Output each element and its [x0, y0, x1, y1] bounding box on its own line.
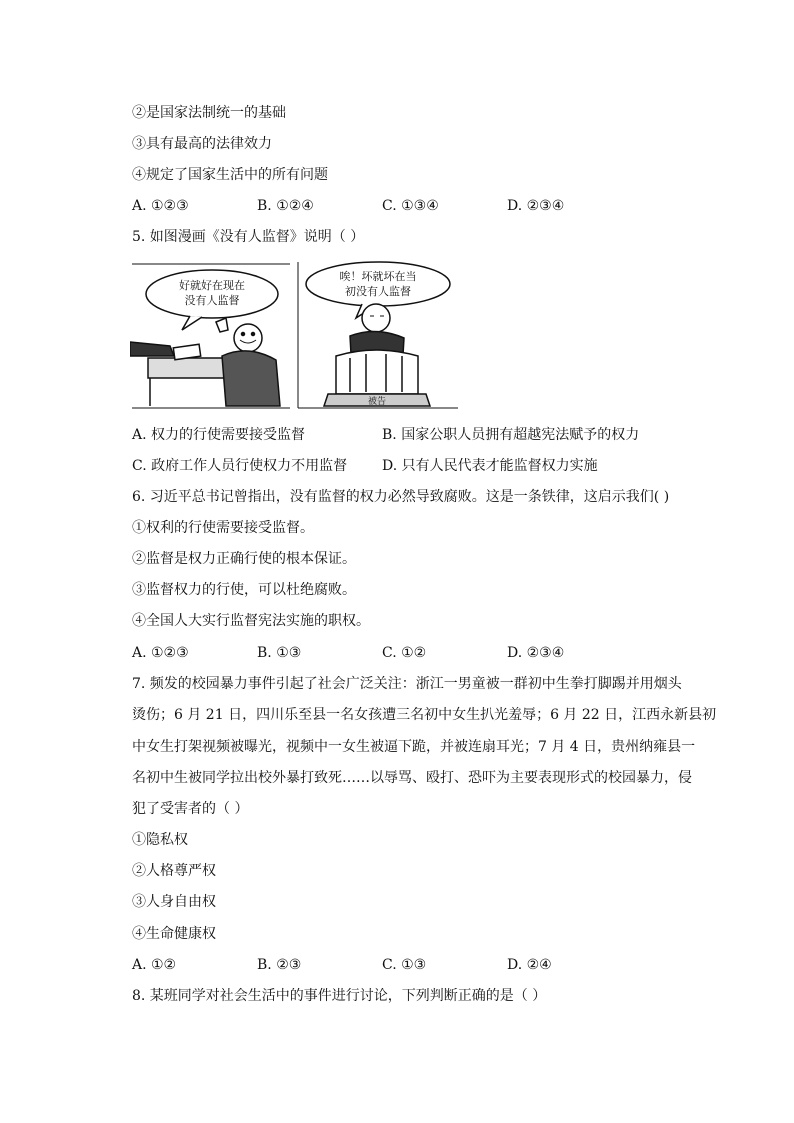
- q6-statement-1: ①权利的行使需要接受监督。: [132, 520, 314, 536]
- q4-option-a: A. ①②③: [132, 198, 189, 214]
- q7-option-d: D. ②④: [507, 957, 552, 973]
- q6-option-a: A. ①②③: [132, 645, 189, 661]
- q6-option-b: B. ①③: [257, 645, 302, 661]
- q4-statement-4: ④规定了国家生活中的所有问题: [132, 167, 328, 183]
- q7-stem-line1: 7. 频发的校园暴力事件引起了社会广泛关注：浙江一男童被一群初中生拳打脚踢并用烟头: [132, 676, 682, 692]
- q4-option-c: C. ①③④: [382, 198, 439, 214]
- q4-option-d: D. ②③④: [507, 198, 565, 214]
- q7-stem-line5: 犯了受害者的（ ）: [132, 801, 249, 817]
- cartoon-no-supervision: [130, 260, 460, 410]
- q5-stem: 5. 如图漫画《没有人监督》说明（ ）: [132, 229, 365, 245]
- cartoon-left-bubble-line2: 没有人监督: [184, 294, 240, 307]
- q7-stem-line3: 中女生打架视频被曝光，视频中一女生被逼下跪，并被连扇耳光；7 月 4 日，贵州纳雍县一: [132, 739, 696, 755]
- q6-option-c: C. ①②: [382, 645, 427, 661]
- q7-stem-line4: 名初中生被同学拉出校外暴打致死……以辱骂、殴打、恐吓为主要表现形式的校园暴力，侵: [132, 770, 692, 786]
- q4-statement-3: ③具有最高的法律效力: [132, 136, 272, 152]
- q7-option-b: B. ②③: [257, 957, 302, 973]
- cartoon-right-bubble-line2: 初没有人监督: [345, 285, 411, 298]
- q7-statement-3: ③人身自由权: [132, 894, 216, 910]
- cartoon-right-bubble-line1: 唉！坏就坏在当: [339, 270, 417, 283]
- cartoon-left-bubble-line1: 好就好在现在: [179, 279, 245, 292]
- cartoon-dock-sign: 被告: [367, 397, 387, 407]
- q6-statement-2: ②监督是权力正确行使的根本保证。: [132, 551, 356, 567]
- q5-option-a: A. 权力的行使需要接受监督: [132, 427, 306, 443]
- q4-statement-2: ②是国家法制统一的基础: [132, 105, 286, 121]
- q5-option-d: D. 只有人民代表才能监督权力实施: [382, 458, 598, 474]
- q5-option-b: B. 国家公职人员拥有超越宪法赋予的权力: [382, 427, 640, 443]
- q4-option-b: B. ①②④: [257, 198, 314, 214]
- cartoon-right-panel: [298, 262, 458, 408]
- q7-option-c: C. ①③: [382, 957, 427, 973]
- q8-stem: 8. 某班同学对社会生活中的事件进行讨论，下列判断正确的是（ ）: [132, 988, 547, 1004]
- q6-statement-4: ④全国人大实行监督宪法实施的职权。: [132, 613, 370, 629]
- q5-option-c: C. 政府工作人员行使权力不用监督: [132, 458, 348, 474]
- q7-option-a: A. ①②: [132, 957, 177, 973]
- q7-statement-2: ②人格尊严权: [132, 863, 216, 879]
- q6-statement-3: ③监督权力的行使，可以杜绝腐败。: [132, 582, 356, 598]
- q7-statement-1: ①隐私权: [132, 832, 188, 848]
- q6-stem: 6. 习近平总书记曾指出，没有监督的权力必然导致腐败。这是一条铁律，这启示我们( ): [132, 489, 670, 505]
- q6-option-d: D. ②③④: [507, 645, 565, 661]
- q7-statement-4: ④生命健康权: [132, 926, 216, 942]
- q7-stem-line2: 烫伤；6 月 21 日，四川乐至县一名女孩遭三名初中女生扒光羞辱；6 月 22 日，江西永新县初: [132, 707, 717, 723]
